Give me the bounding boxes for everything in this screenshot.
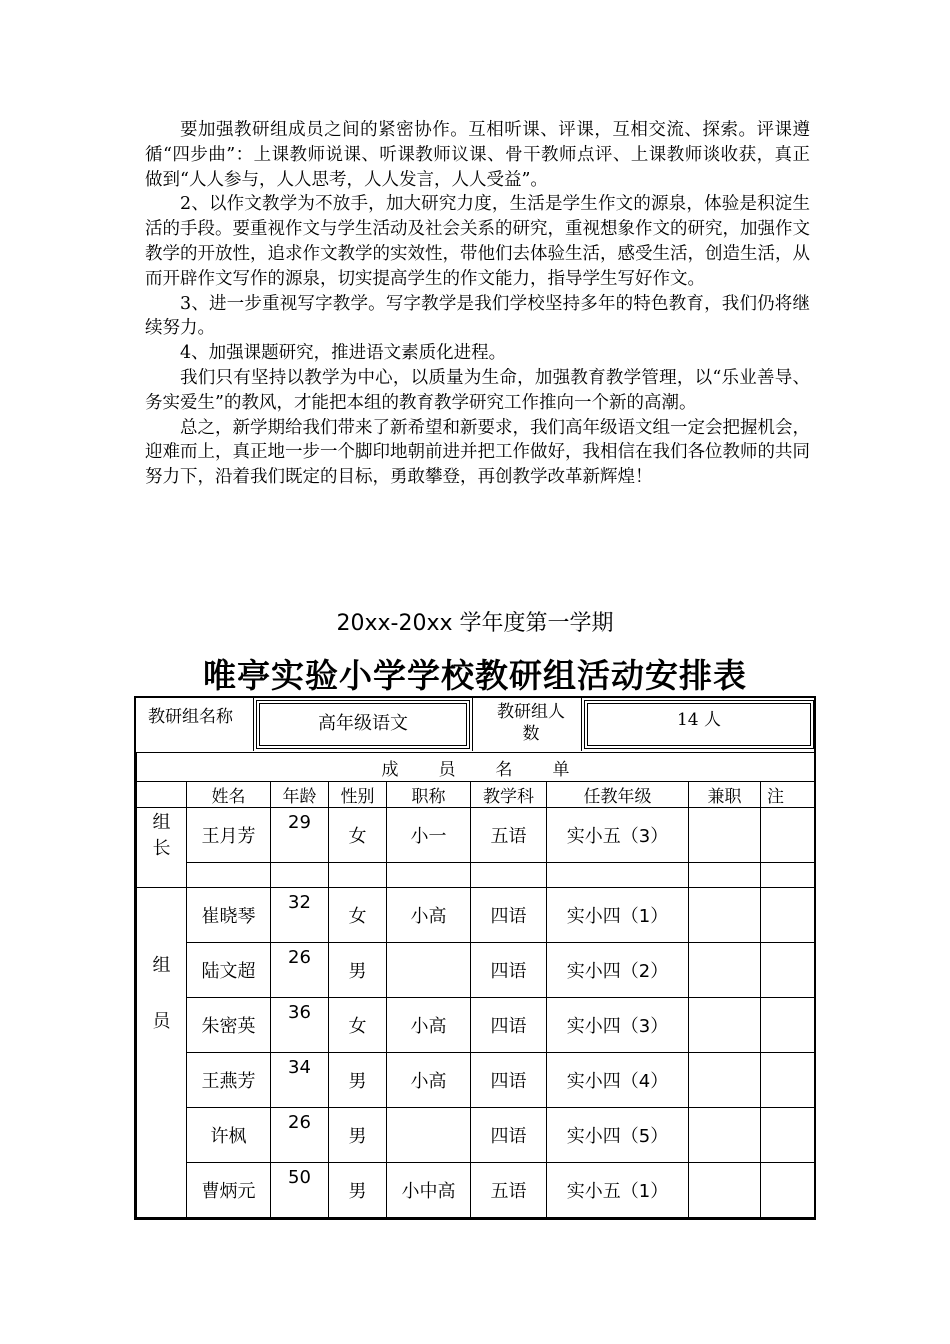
member-count-value: 14 人 <box>584 700 814 749</box>
cell-grade: 实小四（4） <box>547 1053 689 1108</box>
member-count-label: 教研组人数 <box>472 698 582 751</box>
header-grade: 任教年级 <box>547 782 689 808</box>
cell-subject: 四语 <box>471 888 547 943</box>
cell-name: 陆文超 <box>187 943 271 998</box>
activity-table <box>134 696 816 1220</box>
cell-note <box>761 888 815 943</box>
cell-gender: 女 <box>329 998 387 1053</box>
cell-part-time <box>689 1108 761 1163</box>
cell-subject: 四语 <box>471 1108 547 1163</box>
cell-gender: 男 <box>329 1053 387 1108</box>
cell-age: 26 <box>271 943 329 998</box>
cell-subject: 四语 <box>471 943 547 998</box>
member-grid <box>136 753 815 1218</box>
cell-subject: 五语 <box>471 808 547 863</box>
cell-title: 小中高 <box>387 1163 471 1218</box>
cell-name: 朱密英 <box>187 998 271 1053</box>
header-name: 姓名 <box>187 782 271 808</box>
table-row <box>137 1163 815 1218</box>
cell-gender: 男 <box>329 943 387 998</box>
cell-name: 王燕芳 <box>187 1053 271 1108</box>
cell-part-time <box>689 1053 761 1108</box>
header-part-time: 兼职 <box>689 782 761 808</box>
header-note: 注 <box>761 782 815 808</box>
cell-title: 小高 <box>387 888 471 943</box>
body-text <box>145 118 810 490</box>
table-row <box>137 1053 815 1108</box>
table-row <box>137 863 815 888</box>
paragraph: 我们只有坚持以教学为中心，以质量为生命，加强教育教学管理，以“乐业善导、务实爱生”的教风，才能把本组的教育教学研究工作推向一个新的高潮。 <box>145 367 810 413</box>
cell-note <box>761 998 815 1053</box>
document-title: 唯亭实验小学学校教研组活动安排表 <box>203 656 747 695</box>
cell-note <box>761 1108 815 1163</box>
table-row <box>137 888 815 943</box>
document-subtitle: 20xx-20xx 学年度第一学期 <box>336 611 614 636</box>
cell-note <box>761 1053 815 1108</box>
cell-part-time <box>689 888 761 943</box>
leader-label: 组 长 <box>137 808 187 888</box>
cell-title: 小高 <box>387 1053 471 1108</box>
cell-gender: 女 <box>329 888 387 943</box>
cell-gender: 男 <box>329 1163 387 1218</box>
group-info-row <box>136 698 814 753</box>
table-row <box>137 943 815 998</box>
cell-title: 小高 <box>387 998 471 1053</box>
cell-note <box>761 943 815 998</box>
cell-subject: 四语 <box>471 998 547 1053</box>
header-age: 年龄 <box>271 782 329 808</box>
paragraph: 2、以作文教学为不放手，加大研究力度，生活是学生作文的源泉，体验是积淀生活的手段。要重视作文与学生活动及社会关系的研究，重视想象作文的研究，加强作文教学的开放性，追求作文教学的实效性，带他们去体验生活，感受生活，创造生活，从而开辟作文写作的源泉，切实提高学生的作文能力，指导学生写好作文。 <box>145 194 810 289</box>
cell-name: 崔晓琴 <box>187 888 271 943</box>
header-cell <box>137 782 187 808</box>
cell-name: 王月芳 <box>187 808 271 863</box>
cell-gender: 男 <box>329 1108 387 1163</box>
cell-age: 36 <box>271 998 329 1053</box>
cell-part-time <box>689 1163 761 1218</box>
cell-title <box>387 1108 471 1163</box>
header-title: 职称 <box>387 782 471 808</box>
cell-gender: 女 <box>329 808 387 863</box>
cell-grade: 实小四（1） <box>547 888 689 943</box>
cell-grade: 实小五（1） <box>547 1163 689 1218</box>
paragraph: 要加强教研组成员之间的紧密协作。互相听课、评课，互相交流、探索。评课遵循“四步曲”：上课教师说课、听课教师议课、骨干教师点评、上课教师谈收获，真正做到“人人参与，人人思考，人人发言，人人受益”。 <box>145 120 810 190</box>
header-gender: 性别 <box>329 782 387 808</box>
cell-grade: 实小五（3） <box>547 808 689 863</box>
cell-name: 曹炳元 <box>187 1163 271 1218</box>
cell-name: 许枫 <box>187 1108 271 1163</box>
group-name-label: 教研组名称 <box>136 698 254 751</box>
header-row <box>137 782 815 808</box>
cell-grade: 实小四（5） <box>547 1108 689 1163</box>
cell-age: 34 <box>271 1053 329 1108</box>
cell-note <box>761 808 815 863</box>
table-row <box>137 808 815 863</box>
cell-age: 50 <box>271 1163 329 1218</box>
cell-part-time <box>689 808 761 863</box>
group-name-value: 高年级语文 <box>256 700 470 749</box>
paragraph: 4、加强课题研究，推进语文素质化进程。 <box>180 343 507 364</box>
cell-age: 32 <box>271 888 329 943</box>
cell-grade: 实小四（2） <box>547 943 689 998</box>
member-list-banner: 成 员 名 单 <box>137 753 815 782</box>
cell-age: 26 <box>271 1108 329 1163</box>
cell-grade: 实小四（3） <box>547 998 689 1053</box>
cell-age: 29 <box>271 808 329 863</box>
cell-part-time <box>689 943 761 998</box>
cell-note <box>761 1163 815 1218</box>
cell-subject: 五语 <box>471 1163 547 1218</box>
paragraph: 3、进一步重视写字教学。写字教学是我们学校坚持多年的特色教育，我们仍将继续努力。 <box>145 293 810 339</box>
cell-title: 小一 <box>387 808 471 863</box>
table-row <box>137 998 815 1053</box>
cell-part-time <box>689 998 761 1053</box>
cell-title <box>387 943 471 998</box>
header-subject: 教学科 <box>471 782 547 808</box>
table-row <box>137 1108 815 1163</box>
paragraph: 总之，新学期给我们带来了新希望和新要求，我们高年级语文组一定会把握机会，迎难而上，真正地一步一个脚印地朝前进并把工作做好，我相信在我们各位教师的共同努力下，沿着我们既定的目标，勇敢攀登，再创教学改革新辉煌！ <box>145 417 810 488</box>
cell-subject: 四语 <box>471 1053 547 1108</box>
member-label: 组 员 <box>137 888 187 1218</box>
